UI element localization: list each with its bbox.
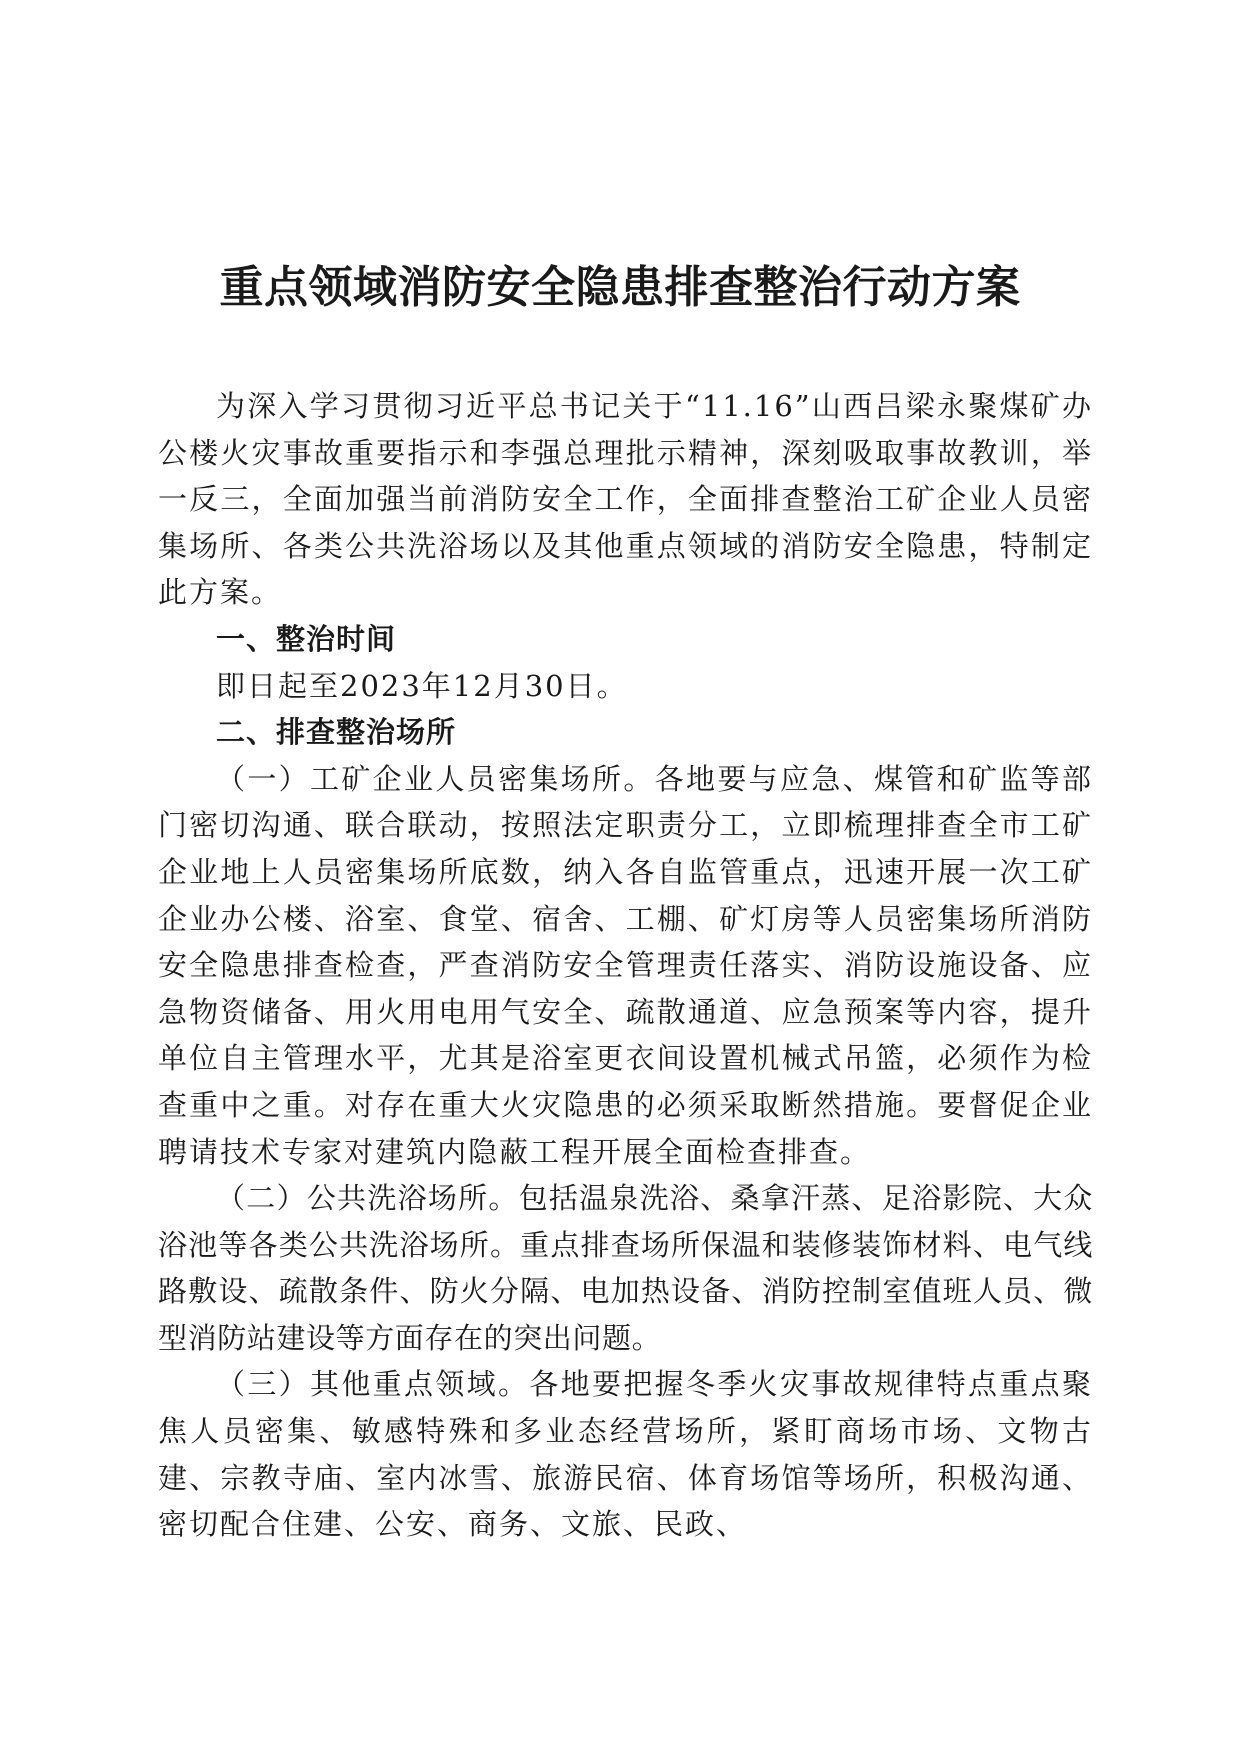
other-areas-paragraph: （三）其他重点领域。各地要把握冬季火灾事故规律特点重点聚焦人员密集、敏感特殊和多业态经营场所，紧盯商场市场、文物古建、宗教寺庙、室内冰雪、旅游民宿、体育场馆等场所，积极沟通、密切配合住建、公安、商务、文旅、民政、 xyxy=(158,1367,1093,1542)
section-heading-time: 一、整治时间 xyxy=(216,621,397,656)
section-heading-places: 二、排查整治场所 xyxy=(216,715,457,750)
bathing-paragraph: （二）公共洗浴场所。包括温泉洗浴、桑拿汗蒸、足浴影院、大众浴池等各类公共洗浴场所。重点排查场所保温和装修装饰材料、电气线路敷设、疏散条件、防火分隔、电加热设备、消防控制室值班人员、微型消防站建设等方面存在的突出问题。 xyxy=(158,1181,1093,1355)
intro-paragraph: 为深入学习贯彻习近平总书记关于“11.16”山西吕梁永聚煤矿办公楼火灾事故重要指示和李强总理批示精神，深刻吸取事故教训，举一反三，全面加强当前消防安全工作，全面排查整治工矿企业人员密集场所、各类公共洗浴场以及其他重点领域的消防安全隐患，特制定此方案。 xyxy=(158,389,1093,610)
mining-paragraph: （一）工矿企业人员密集场所。各地要与应急、煤管和矿监等部门密切沟通、联合联动，按照法定职责分工，立即梳理排查全市工矿企业地上人员密集场所底数，纳入各自监管重点，迅速开展一次工矿企业办公楼、浴室、食堂、宿舍、工棚、矿灯房等人员密集场所消防安全隐患排查检查，严查消防安全管理责任落实、消防设施设备、应急物资储备、用火用电用气安全、疏散通道、应急预案等内容，提升单位自主管理水平，尤其是浴室更衣间设置机械式吊篮，必须作为检查重中之重。对存在重大火灾隐患的必须采取断然措施。要督促企业聘请技术专家对建筑内隐蔽工程开展全面检查排查。 xyxy=(158,761,1093,1169)
time-paragraph: 即日起至2023年12月30日。 xyxy=(216,668,628,703)
document-title: 重点领域消防安全隐患排查整治行动方案 xyxy=(219,262,1021,313)
document-body xyxy=(158,383,1093,1548)
